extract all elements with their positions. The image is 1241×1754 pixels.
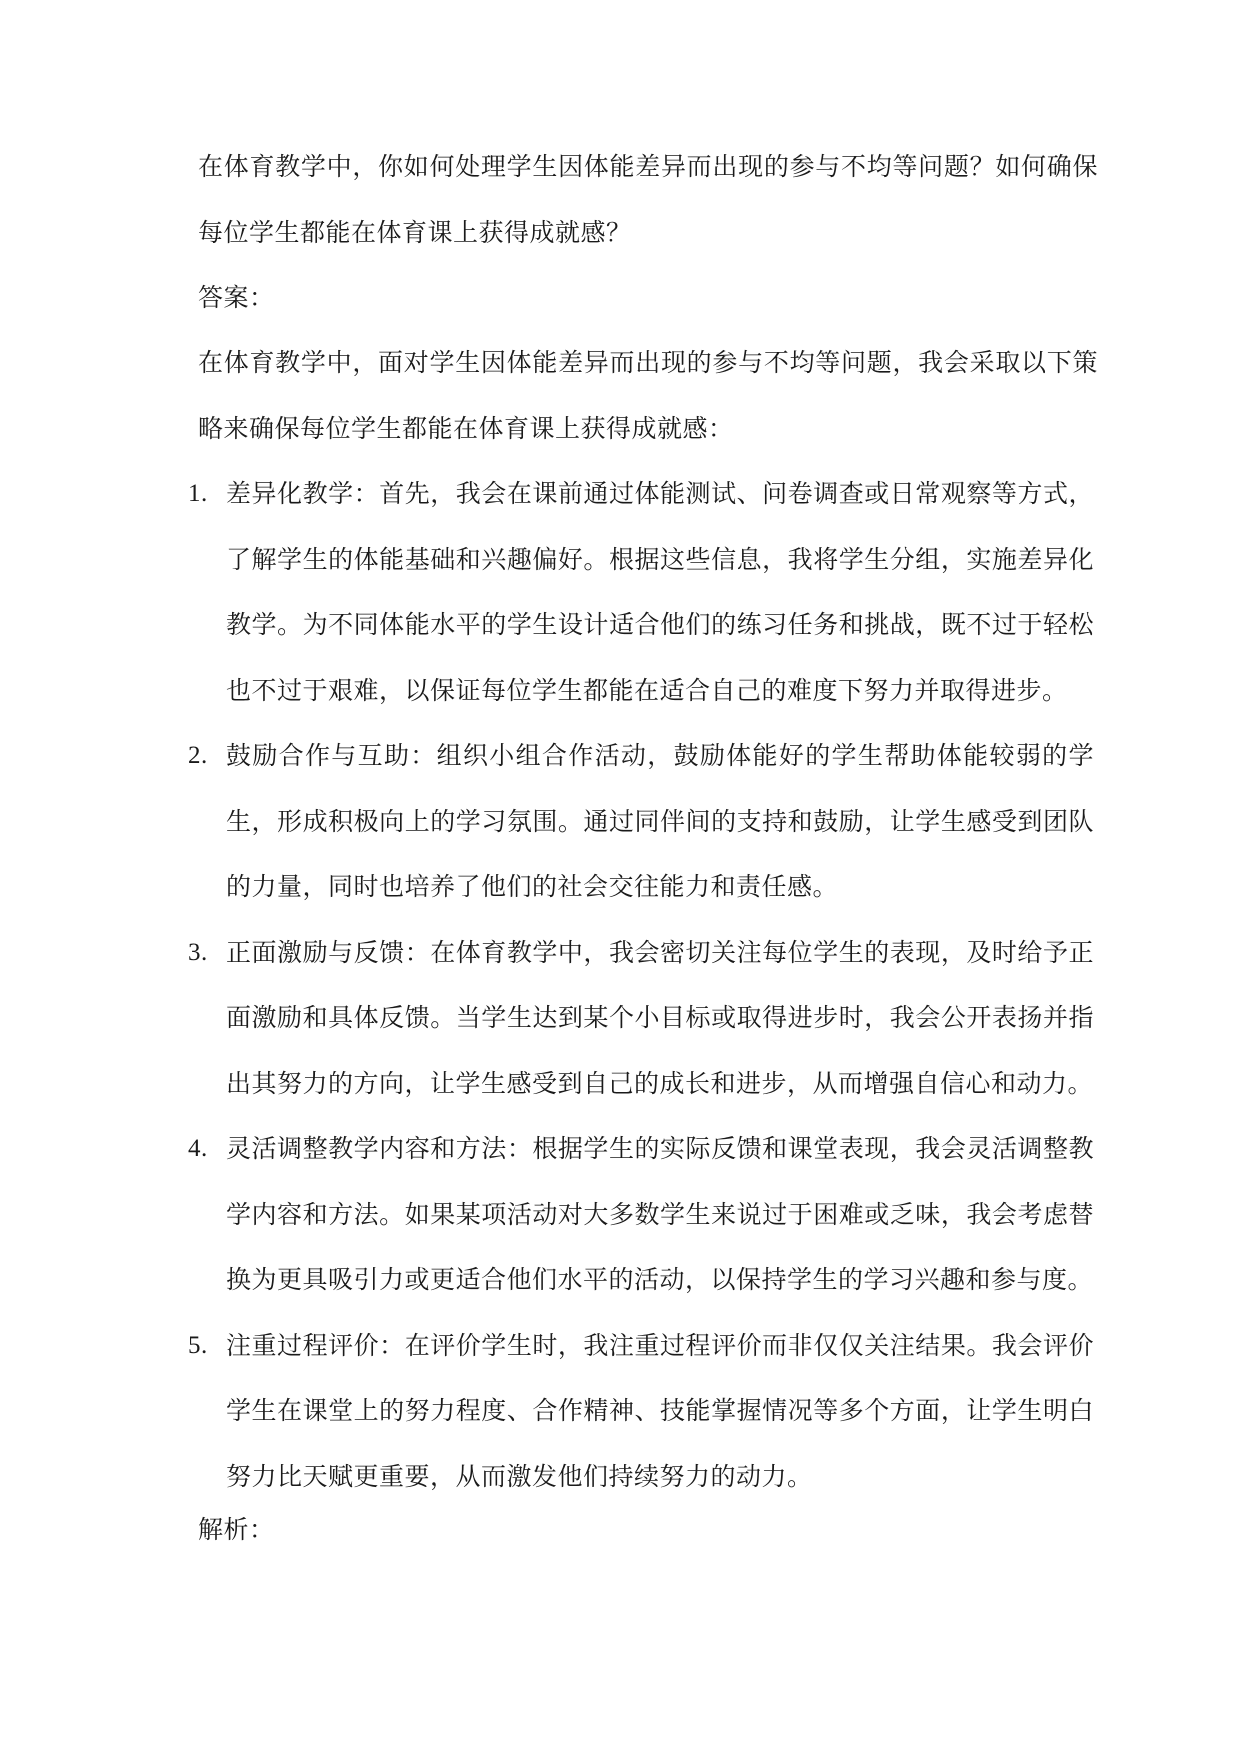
item-body: 在评价学生时，我注重过程评价而非仅仅关注结果。我会评价学生在课堂上的努力程度、合作精神、技能掌握情况等多个方面，让学生明白努力比天赋更重要，从而激发他们持续努力的动力。	[226, 1330, 1094, 1491]
item-number: 4.	[188, 1135, 208, 1162]
list-item	[188, 1313, 1094, 1510]
item-number: 1.	[188, 480, 208, 507]
answer-intro: 在体育教学中，面对学生因体能差异而出现的参与不均等问题，我会采取以下策略来确保每位学生都能在体育课上获得成就感：	[198, 348, 1098, 443]
item-body: 组织小组合作活动，鼓励体能好的学生帮助体能较弱的学生，形成积极向上的学习氛围。通过同伴间的支持和鼓励，让学生感受到团队的力量，同时也培养了他们的社会交往能力和责任感。	[226, 741, 1094, 901]
item-title: 正面激励与反馈：	[226, 937, 431, 967]
list-item	[188, 461, 1094, 723]
list-item	[188, 1116, 1094, 1313]
item-body: 根据学生的实际反馈和课堂表现，我会灵活调整教学内容和方法。如果某项活动对大多数学生来说过于困难或乏味，我会考虑替换为更具吸引力或更适合他们水平的活动，以保持学生的学习兴趣和参与度。	[226, 1134, 1094, 1294]
analysis-label: 解析：	[198, 1515, 275, 1544]
item-number: 2.	[188, 742, 208, 769]
item-title: 差异化教学：	[226, 479, 380, 508]
answer-label: 答案：	[198, 283, 275, 312]
item-title: 鼓励合作与互助：	[226, 741, 437, 770]
question-text: 在体育教学中，你如何处理学生因体能差异而出现的参与不均等问题？如何确保每位学生都能在体育课上获得成就感？	[198, 152, 1098, 247]
item-number: 3.	[188, 938, 208, 966]
item-body: 首先，我会在课前通过体能测试、问卷调查或日常观察等方式，了解学生的体能基础和兴趣偏好。根据这些信息，我将学生分组，实施差异化教学。为不同体能水平的学生设计适合他们的练习任务和挑战，既不过于轻松也不过于艰难，以保证每位学生都能在适合自己的难度下努力并取得进步。	[226, 479, 1094, 705]
strategy-list	[0, 461, 1241, 1509]
item-number: 5.	[188, 1331, 208, 1359]
list-item	[188, 723, 1094, 920]
item-body: 在体育教学中，我会密切关注每位学生的表现，及时给予正面激励和具体反馈。当学生达到某个小目标或取得进步时，我会公开表扬并指出其努力的方向，让学生感受到自己的成长和进步，从而增强自信心和动力。	[226, 937, 1094, 1098]
item-title: 灵活调整教学内容和方法：	[226, 1134, 533, 1163]
item-title: 注重过程评价：	[226, 1330, 405, 1360]
list-item	[188, 920, 1094, 1117]
